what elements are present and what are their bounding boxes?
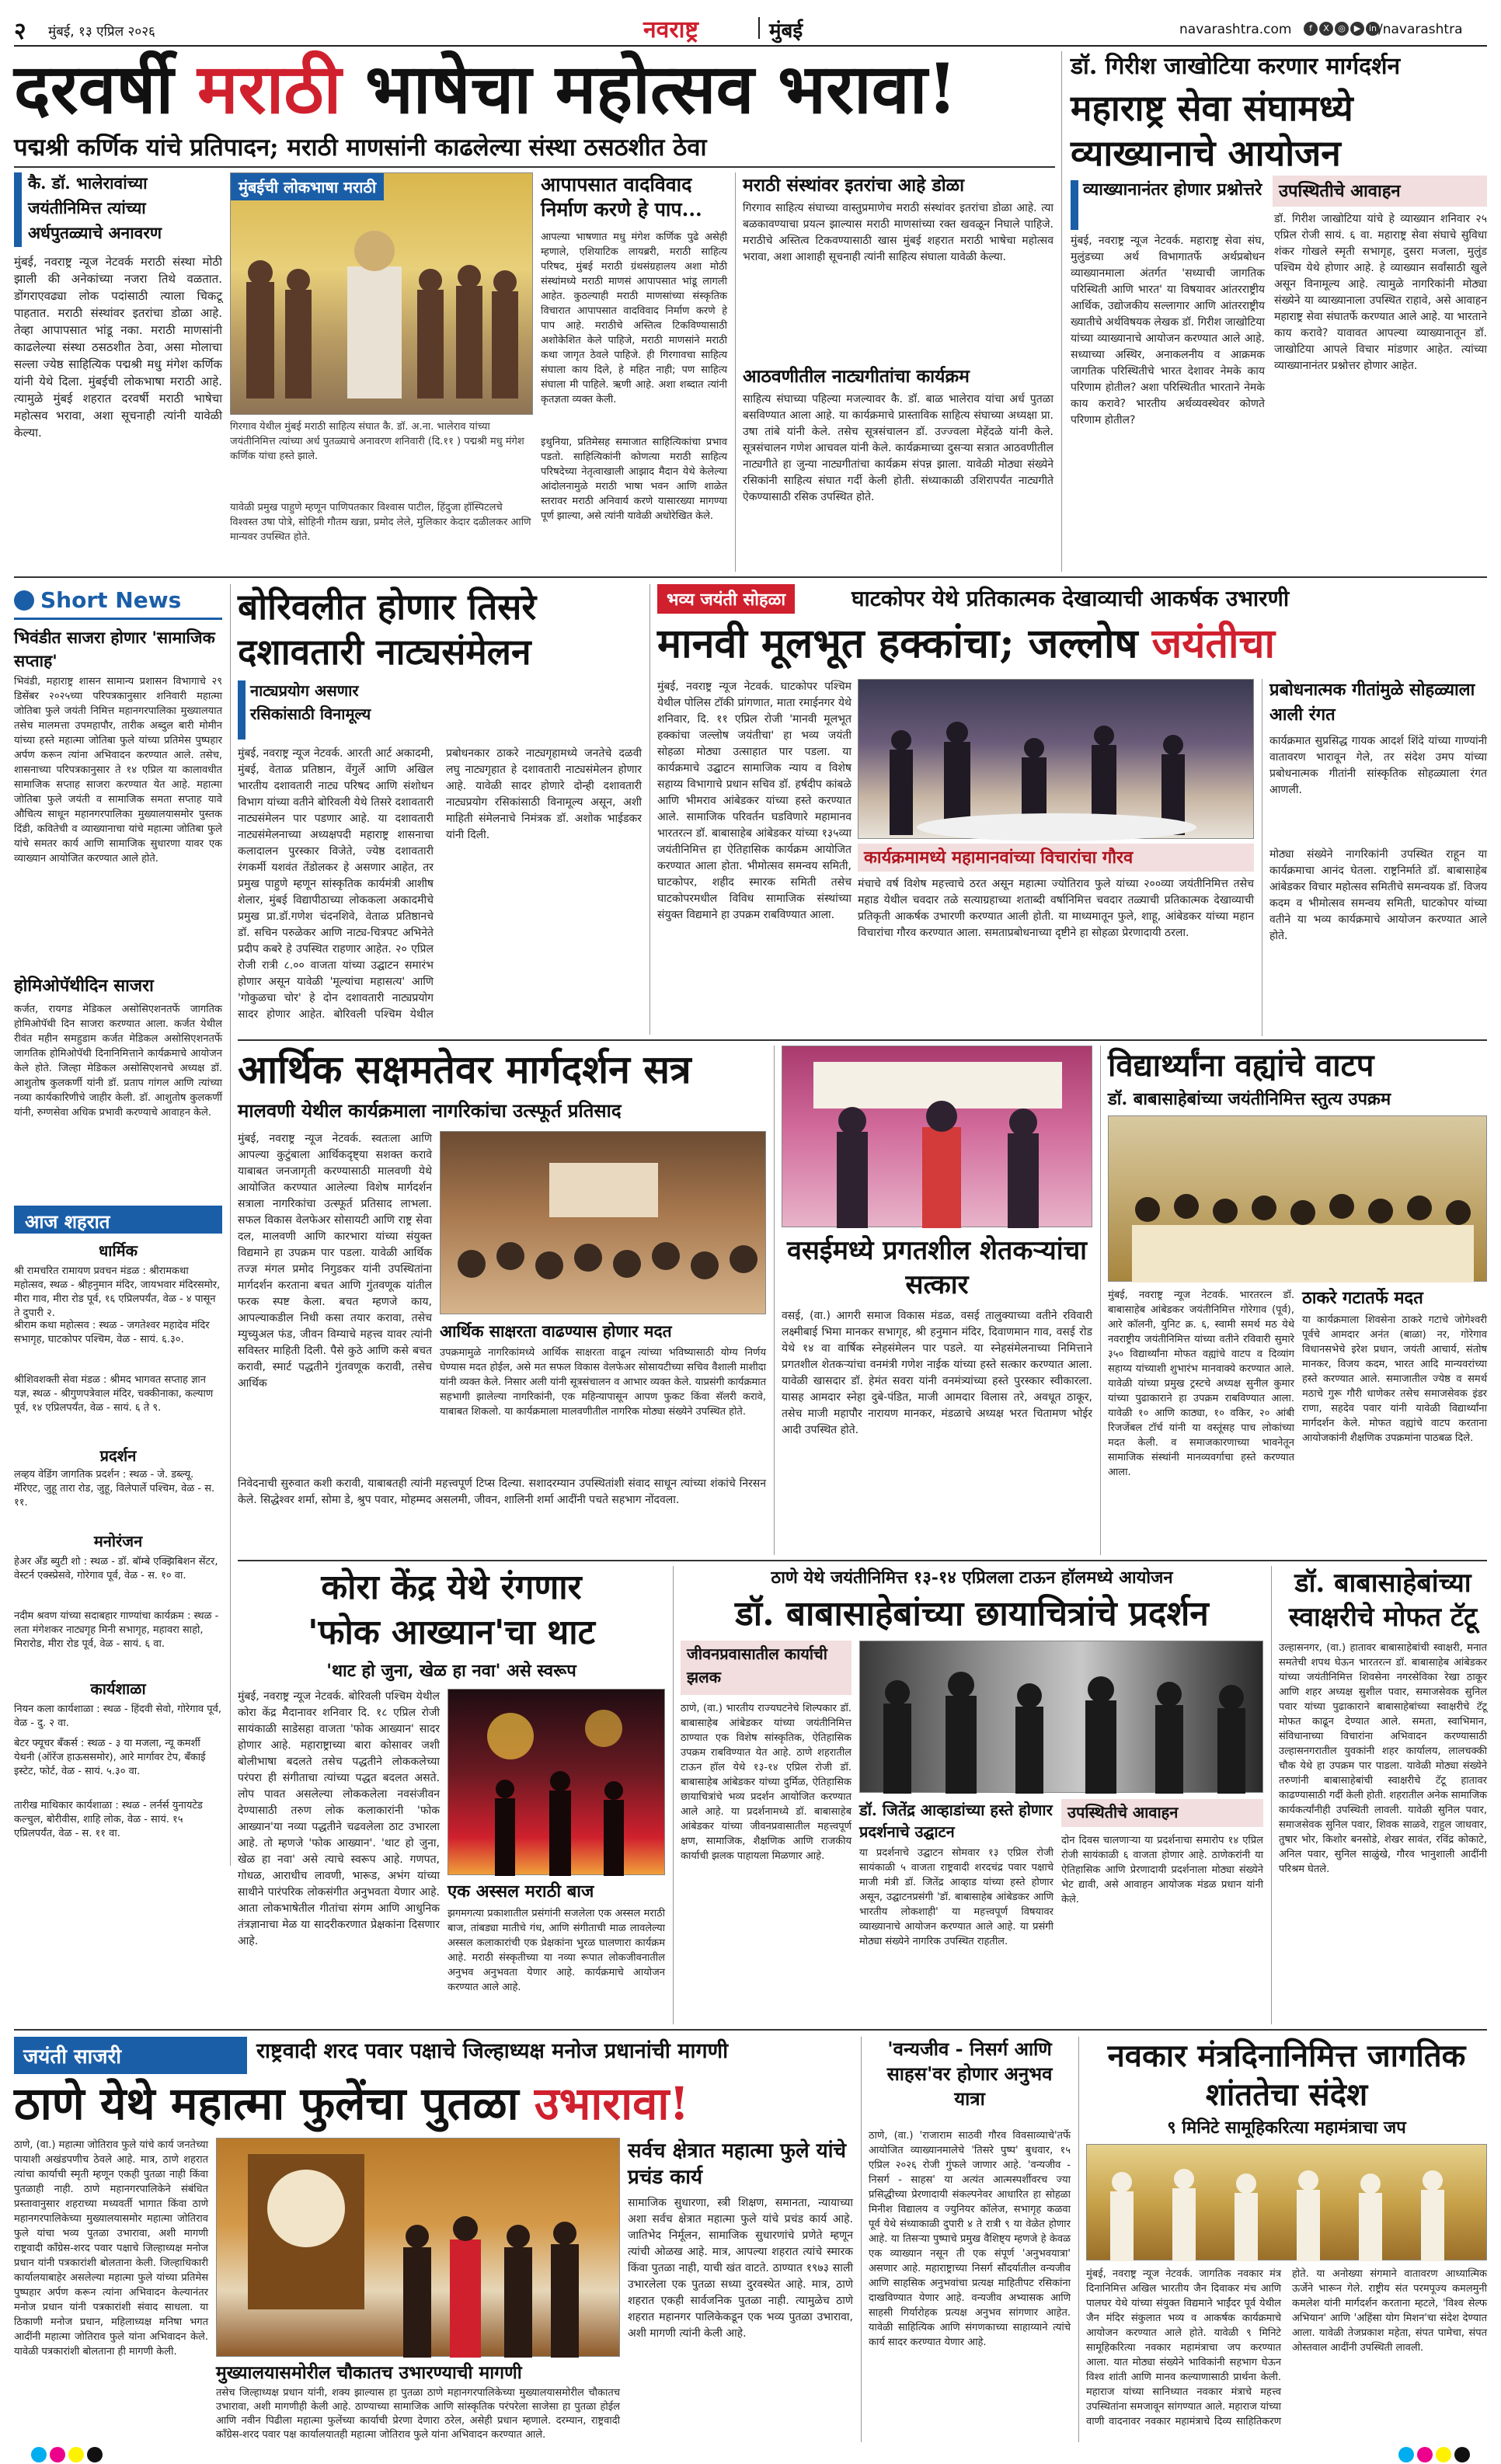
kora-photo-figures	[448, 1690, 666, 1876]
jakhotia-body2: डॉ. गिरीश जाखोटिया यांचे हे व्याख्यान शनिवार २५ एप्रिल रोजी सायं. ६ वा. महाराष्ट्र सेवा संघाचे सुविधा शंकर गोखले स्मृती सभागृह, दुसरा मजला, मुलुंड पश्चिम येथे होणार आहे. हे व्याख्यान सर्वांसाठी खुले असून विनामूल्य आहे. त्यामुळे नागरिकांनी मोठ्या संख्येने या व्याख्यानाला उपस्थित राहावे, असे आवाहन महाराष्ट्र सेवा संघातर्फे करण्यात आले आहे. या भारताने काय करावे? यावावत आपल्या व्याख्यानातून डॉ. जाखोटिया आपले विचार मांडणार आहेत. त्यांच्या व्याख्यानानंतर प्रश्नोत्तर होणार आहेत.	[1274, 213, 1487, 372]
lead-col1-marker	[14, 172, 22, 247]
instagram-icon[interactable]: ◎	[1335, 22, 1349, 36]
lead-col3-body: गिरगाव साहित्य संघाच्या वास्तुप्रमाणेच मराठी संस्थांवर इतरांचा डोळा आहे. त्या बळकावण्याचा प्रयत्न झाल्यास मराठी माणसांच्या रक्त खवळून निघाले पाहिजे. मराठीचे अस्तित्व टिकवण्यासाठी खास मुंबई शहरात मराठी भाषेचा महोत्सव भरावा, अशा आशाही सूचनाही त्यांनी साहित्य संघाला यावेळी केल्या.	[743, 202, 1053, 263]
navkar-headline: नवकार मंत्रदिनानिमित्त जागतिक शांततेचा संदेश	[1107, 2038, 1466, 2113]
aaj-sec3-item: हेअर अँड ब्युटी शो : स्थळ - डॉ. बॉम्बे एक्झिबिशन सेंटर, वेस्टर्न एक्स्प्रेसवे, गोरेगाव पूर्व, वेळ - स. १० वा.	[14, 1556, 218, 1582]
thane-photo-caption: मुख्यालयासमोरील चौकातच उभारण्याची मागणी	[216, 2362, 522, 2383]
lead-col2-title: आपापसात वादविवाद निर्माण करणे हे पाप...	[541, 173, 702, 221]
website-link[interactable]: navarashtra.com	[1179, 22, 1292, 37]
chayachitra-photo-figures	[860, 1641, 1264, 1794]
jakhotia-headline: महाराष्ट्र सेवा संघामध्ये व्याख्यानाचे आयोजन	[1071, 87, 1353, 174]
aaj-sec1-item: श्री रामचरित रामायण प्रवचन मंडळ : श्रीरामकथा महोत्सव, स्थळ - श्रीहनुमान मंदिर, जायभवार मंदिरसमोर, मीरा गाव, मीरा रोड पूर्व, १६ एप्रिलपर्यंत, वेळ - ४ पासून ते दुपारी २.	[14, 1265, 221, 1319]
facebook-icon[interactable]: f	[1304, 22, 1318, 36]
arthik-body-c: निवेदनाची सुरुवात कशी करावी, याबाबतही त्यांनी महत्त्वपूर्ण टिप्स दिल्या. सशादरम्यान उपस्थितांशी संवाद साधून त्यांच्या शंकांचे निरसन केले. सिद्धेश्वर शर्मा, सोमा डे, श्रुप पवार, मोहम्मद असलमी, जीवन, शालिनी शर्मा आदींनी पचते सहभाग नोंदवला.	[238, 1477, 766, 1506]
lead-col3-body-b: साहित्य संघाच्या पहिल्या मजल्यावर कै. डॉ. बाळ भालेराव यांचा अर्ध पुतळा बसविण्यात आला आहे. या कार्यक्रमाचे प्रास्ताविक साहित्य संघाच्या अध्यक्षा प्रा. उषा तांबे यांनी केले. तसेच सूत्रसंचालन डॉ. उज्ज्वला मेहेंदळे यांनी केले. सूत्रसंचालन गणेश आचवल यांनी केले. कार्यक्रमाच्या दुसऱ्या सत्रात आठवणीतील नाट्यगीते हा जुन्या नाट्यगीतांचा कार्यक्रम संपन्न झाला. यावेळी मोठ्या संख्येने रसिकांनी साहित्य संघात गर्दी केली होती. संध्याकाळी उशिरापर्यंत नाट्यगीते ऐकण्यासाठी रसिक उपस्थित होते.	[743, 393, 1053, 503]
jakhotia-sub2: उपस्थितीचे आवाहन	[1279, 181, 1401, 201]
arthik-divider	[774, 1046, 775, 1555]
jakhotia-divider	[1061, 51, 1062, 572]
natya-sub-marker	[238, 680, 246, 740]
short-news-item-body: भिवंडी, महाराष्ट्र शासन सामान्य प्रशासन विभागाचे २९ डिसेंबर २०२५च्या परिपत्रकानुसार शनिवारी महात्मा जोतिबा फुले जयंती निमित्त महानगरपालिका मुख्यालयात तसेच मालमत्ता उपमहापौर, तारीक अब्दुल बारी मोमीन यांच्या हस्ते महात्मा जोतिबा फुले यांच्या प्रतिमेस पुष्पहार अर्पण करून त्यांना अभिवादन करण्यात आले. तसेच, शासनाच्या परिपत्रकानुसार ते १४ एप्रिल या कालावधीत सामाजिक सप्ताह साजरा करण्यात येत आहे. महात्मा जोतिबा फुले जयंती व सामाजिक समता सप्ताह यावे औचित्य साधून महानगरपालिका मुख्यालयासमोर पुस्तक दिंडी, कवितेची व व्याख्यानाचा यांचे महात्मा जोतिबा फुले यांचे समतर कार्य आणि सामाजिक सुधारणा यावर एक व्याख्यान आयोजित करण्यात आले होते.	[14, 676, 222, 865]
registration-black	[1454, 2447, 1470, 2462]
arthik-photo-figures	[441, 1132, 767, 1315]
vahya-sub2: ठाकरे गटातर्फे मदत	[1302, 1288, 1423, 1308]
arthik-headline: आर्थिक सक्षमतेवर मार्गदर्शन सत्र	[238, 1046, 691, 1092]
kora-headline-a: कोरा केंद्र येथे रंगणार	[321, 1568, 582, 1607]
vahya-body: मुंबई, नवराष्ट्र न्यूज नेटवर्क. भारतरत्न डॉ. बाबासाहेब आंबेडकर जयंतीनिमित्त गोरेगाव (पूर्व), आरे कॉलनी, युनिट क्र. ६, स्वामी समर्थ मठ येथे नवराष्ट्रीय जयंतीनिमित्त यांच्या वतीने रविवारी सुमारे ३५० विद्यार्थ्यांना मोफत वह्यांचे वाटप व दिव्यांग सहाय्य यांच्याशी शुभारंभ मानवाक्ये करण्यात आले. यावेळी यांच्या प्रमुख ट्रस्टचे अध्यक्ष सुनील कुमार यांच्या पुढाकाराने हा उपक्रम राबविण्यात आला. यावेळी १० आणि काठ्या, १० वकिर, २० आंबी रिजर्जेबल टॉर्च यांनी या वस्तूंसह पाच लोकांच्या मदत केली. व समाजकारणाच्या भावनेतून सामाजिक संस्थांनी मानव्यवर्गाचा हस्ते करण्यात आला.	[1108, 1289, 1294, 1478]
kora-body-b: झगमगत्या प्रकाशातील प्रसंगांनी सजलेला एक अस्सल मराठी बाज, तांबड्या मातीचे गंध, आणि संगीताची माळ लावलेल्या अस्सल कलाकारांची एक प्रेक्षकांना भुरळ घालणारा कार्यक्रम आहे. मराठी संस्कृतीच्या या नव्या रूपात लोकजीवनातील अनुभव अनुभवता येणार आहे. कार्यक्रमाचे आयोजन करण्यात आले आहे.	[448, 1908, 665, 1993]
jayanti-sub-body: मंचाचे वर्ष विशेष महत्त्वाचे ठरत असून महात्मा ज्योतिराव फुले यांच्या २००व्या जयंतीनिमित्त तसेच महाड येथील चवदार तळे सत्याग्रहाच्या शताब्दी वर्षानिमित्त चवदार तळ्याची प्रतिकात्मक देखाव्याची प्रतिकृती आकर्षक उभारणी करण्यात आली होती. या माध्यमातून फुले, शाहू, आंबेडकर यांच्या महान विचारांचा गौरव करण्यात आला. समताप्रबोधनाच्या दृष्टीने हा सोहळा प्रेरणादायी ठरला.	[858, 878, 1254, 939]
vasai-body: वसई, (वा.) आगरी समाज विकास मंडळ, वसई तालुक्याच्या वतीने रविवारी लक्ष्मीबाई भिमा मानकर सभागृह, श्री हनुमान मंदिर, दिवाणमान गाव, वसई रोड येथे १४ वा वार्षिक स्नेहसंमेलन पार पडले. या स्नेहसंमेलनाच्या निमित्ताने प्रगतशील शेतकऱ्यांचा वनमंत्री गणेश नाईक यांच्या हस्ते सत्कार करण्यात आला. यावेळी खासदार डॉ. हेमंत सवरा यांनी वनमंत्र्यांच्या हस्ते पुरस्कार स्वीकारला. यासह आमदार स्नेहा दुबे-पंडित, माजी आमदार विलास तरे, अवधूत ठाकूर, तसेच माजी महापौर नारायण मानकर, मंडळाचे अध्यक्ष भरत चितामण भोईर आदी उपस्थित होते.	[782, 1310, 1092, 1436]
short-news-label: Short News	[40, 587, 182, 613]
thane-photo-figures	[217, 2139, 621, 2358]
arthik-photo-caption: आर्थिक साक्षरता वाढण्यास होणार मदत	[440, 1321, 672, 1341]
vasai-divider	[1100, 1046, 1101, 1555]
vasai-headline: वसईमध्ये प्रगतशील शेतकऱ्यांचा सत्कार	[787, 1235, 1087, 1300]
jakhotia-body1: मुंबई, नवराष्ट्र न्यूज नेटवर्क. महाराष्ट्र सेवा संघ, मुलुंडच्या अर्थ विभागातर्फे अर्थप्रबोधन व्याख्यानमाला अंतर्गत 'सध्याची जागतिक परिस्थिती आणि भारत' या विषयावर आंतरराष्ट्रीय आर्थिक, उद्योजकीय सल्लागार आणि आंतरराष्ट्रीय ख्यातीचे अर्थविषयक लेखक डॉ. गिरीश जाखोटिया यांच्या व्याख्यानाचे आयोजन करण्यात आले आहे. सध्याच्या अस्थिर, अनाकलनीय व आक्रमक जागतिक परिस्थितीचे भारत देशावर नेमके काय परिणाम होतील? अशा परिस्थितीत भारताने नेमके काय करावे? भारतीय अर्थव्यवस्थेवर कोणते परिणाम होतील?	[1071, 235, 1265, 426]
masthead-divider	[758, 17, 760, 39]
edition-date: मुंबई, १३ एप्रिल २०२६	[48, 24, 155, 40]
short-news-item-title: होमिओपॅथीदिन साजरा	[14, 976, 154, 996]
aaj-label: आज शहरात	[25, 1211, 110, 1233]
chayachitra-sub: जीवनप्रवासातील कार्याची झलक	[687, 1644, 827, 1686]
edition-city: मुंबई	[769, 19, 803, 43]
vanya-headline: 'वन्यजीव - निसर्ग आणि साहस'वर होणार अनुभव यात्रा	[886, 2038, 1053, 2110]
left-rail-divider	[230, 584, 231, 1866]
jakhotia-sub1: व्याख्यानानंतर होणार प्रश्नोत्तरे	[1083, 179, 1262, 200]
jayanti-kicker: घाटकोपर येथे प्रतिकात्मक देखाव्याची आकर्षक उभारणी	[851, 586, 1290, 611]
lead-photo-tag: मुंबईची लोकभाषा मराठी	[231, 173, 384, 200]
natya-headline: बोरिवलीत होणार तिसरे दशावतारी नाट्यसंमेलन	[238, 586, 537, 673]
thane-photo	[216, 2138, 620, 2357]
kora-sub: 'थाट हो जुना, खेळ हा नवा' असे स्वरूप	[326, 1661, 576, 1681]
natya-body-wrap	[238, 746, 642, 1033]
chayachitra-sub3: उपस्थितीचे आवाहन	[1067, 1803, 1179, 1822]
jakhotia-sub-marker	[1071, 180, 1078, 230]
lead-photo-caption-b: यावेळी प्रमुख पाहुणे म्हणून पाणिपतकार विश्वास पाटील, हिंदुजा हॉस्पिटलचे विश्वस्त उषा पोत्रे, सोहिनी गौतम खन्ना, प्रमोद लेले, मुलिकार केदार दळीलकर आणि मान्यवर उपस्थित होते.	[230, 502, 531, 543]
lead-headline: दरवर्षी मराठी भाषेचा महोत्सव भरावा!	[14, 48, 958, 129]
lead-photo	[230, 172, 533, 415]
chayachitra-headline: डॉ. बाबासाहेबांच्या छायाचित्रांचे प्रदर्शन	[735, 1594, 1209, 1634]
jayanti-side-sub: प्रबोधनात्मक गीतांमुळे सोहळ्याला आली रंगत	[1269, 680, 1475, 725]
jayanti-photo	[858, 679, 1254, 839]
lead-col1-title: कै. डॉ. भालेरावांच्या जयंतीनिमित्त त्यांच्या अर्धपुतळ्याचे अनावरण	[28, 173, 162, 242]
vahya-photo-figures	[1109, 1116, 1488, 1282]
navkar-body-wrap	[1086, 2267, 1487, 2442]
navkar-photo-figures	[1087, 2145, 1488, 2261]
x-icon[interactable]: X	[1319, 22, 1333, 36]
short-news-header	[14, 584, 222, 620]
tattoo-headline: डॉ. बाबासाहेबांच्या स्वाक्षरीचे मोफत टॅटू	[1288, 1568, 1478, 1633]
chayachitra-divider	[1271, 1566, 1272, 2024]
social-handle[interactable]: /navarashtra	[1378, 22, 1463, 37]
aaj-sec1: धार्मिक	[99, 1241, 138, 1260]
tattoo-body: उल्हासनगर, (वा.) हातावर बाबासाहेबांची स्वाक्षरी, मनात समतेची शपथ घेऊन भारतरत्न डॉ. बाबासाहेब आंबेडकर यांच्या जयंतीनिमित्त शिवसेना नगरसेविका रेखा ठाकूर आणि शहर अध्यक्ष सुशील पवार, समाजसेवक सुनिल पवार यांच्या पुढाकाराने बाबासाहेबांच्या स्वाक्षरीचे टॅटू मोफत काढून देण्यात आले. समता, स्वाभिमान, संविधानाच्या विचारांना अभिवादन करण्यासाठी उल्हासनगरातील युवकांनी शहर कार्यालय, लालचक्की चौक येथे हा उपक्रम पार पाडला. यावेळी मोठ्या संख्येने तरुणांनी बाबासाहेबांची स्वाक्षरीचे टॅटू हातावर काढण्यासाठी गर्दी केली होती. शहरातील अनेक सामाजिक कार्यकर्त्यांनीही उपस्थिती लावली. यावेळी सुनिल पवार, समाजसेवक सुनिल पवार, शिवक साळवे, राहुल जाधवार, तुषार भोर, किशोर बनसोडे, शेखर सावंत, रविंद्र कोकाटे, अनिल पवार, सुनिल साळुंखे, गौरव भानुशाली आदींनी परिश्रम घेतले.	[1279, 1642, 1487, 1875]
registration-black	[87, 2447, 103, 2462]
lead-col-divider	[735, 172, 736, 572]
page-header	[14, 11, 1487, 47]
masthead-logo[interactable]: नवराष्ट्र	[643, 16, 698, 44]
jayanti-photo-figures	[858, 680, 1255, 840]
lead-photo-figures	[231, 173, 534, 416]
jakhotia-kicker: डॉ. गिरीश जाखोटिया करणार मार्गदर्शन	[1071, 53, 1401, 80]
thane-headline: ठाणे येथे महात्मा फुलेंचा पुतळा उभारावा!	[14, 2077, 689, 2130]
jayanti-body: मुंबई, नवराष्ट्र न्यूज नेटवर्क. घाटकोपर पश्चिम येथील पोलिस टॉकी प्रांगणात, माता रमाईनगर येथे शनिवार, दि. ११ एप्रिल रोजी 'मानवी मूलभूत हक्कांचा जल्लोष जयंतीचा' हा भव्य जयंती सोहळा मोठ्या उत्साहात पार पडला. या कार्यक्रमाचे उद्घाटन सामाजिक न्याय व विशेष सहाय्य विभागाचे प्रधान सचिव डॉ. हर्षदीप कांबळे आणि भीमराव आंबेडकर यांच्या हस्ते करण्यात आले. सामाजिक परिवर्तन घडविणारे महामानव भारतरत्न डॉ. बाबासाहेब आंबेडकर यांच्या १३५व्या जयंतीनिमित्त हा ऐतिहासिक कार्यक्रम आयोजित करण्यात आला होता. भीमोत्सव समन्वय समिती, घाटकोपर, शहीद स्मारक समिती तसेच घाटकोपरमधील विविध सामाजिक संस्थांच्या संयुक्त विद्यमाने हा उपक्रम राबविण्यात आला.	[657, 680, 851, 921]
registration-yellow	[68, 2447, 84, 2462]
lead-col3-title: मराठी संस्थांवर इतरांचा आहे डोळा	[743, 175, 965, 196]
vasai-photo-figures	[782, 1046, 1093, 1228]
lead-col2-body-b: इथुनिया, प्रतिमेसह समाजात साहित्यिकांचा प्रभाव पडतो. साहित्यिकांनी कोणत्या मराठी साहित्य परिषदेच्या नेतृत्वाखाली आझाद मैदान येथे केलेल्या आंदोलनामुळे मराठी भाषा भवन आणि शाळेत स्तरावर मराठी अनिवार्य करणे यासारख्या मागण्या पूर्ण झाल्या, असे त्यांनी यावेळी अधोरेखित केले.	[541, 437, 727, 522]
registration-cyan	[31, 2447, 47, 2462]
thane-kicker: राष्ट्रवादी शरद पवार पक्षाचे जिल्हाध्यक्ष मनोज प्रधानांची मागणी	[256, 2039, 729, 2063]
aaj-sec1-item: श्रीशिवशक्ती सेवा मंडळ : श्रीमद भागवत सप्ताह ज्ञान यज्ञ, स्थळ - श्रीगुणपत्रेवाल मंदिर, चक्कीनाका, कल्याण पूर्व, १४ एप्रिलपर्यंत, वेळ - सायं. ६ ते ९.	[14, 1374, 214, 1414]
chayachitra-body2: या प्रदर्शनाचे उद्घाटन सोमवार १३ एप्रिल रोजी सायंकाळी ५ वाजता राष्ट्रवादी शरदचंद्र पवार पक्षाचे माजी मंत्री डॉ. जितेंद्र आव्हाड यांच्या हस्ते होणार असून, उद्घाटनप्रसंगी 'डॉ. बाबासाहेब आंबेडकर आणि भारतीय लोकशाही' या महत्त्वपूर्ण विषयावर व्याख्यानाचे आयोजन करण्यात आले आहे. या प्रसंगी मोठ्या संख्येने नागरिक उपस्थित राहतील.	[859, 1847, 1053, 1947]
aaj-sec4: कार्यशाळा	[90, 1679, 146, 1698]
aaj-header	[14, 1206, 222, 1234]
aaj-sec4-item: बेटर फ्यूचर बँकर्स : स्थळ - ३ या मजला, न्यू कमर्शी येथनी (ऑरेंज हाऊससमोर), आरे मार्गावर टेप, बँकाई इस्टेट, फोर्ट, वेळ - सायं. ५.३० वा.	[14, 1738, 206, 1777]
registration-magenta	[1417, 2447, 1433, 2462]
short-news-item-title: भिवंडीत साजरा होणार 'सामाजिक सप्ताह'	[14, 628, 215, 670]
arthik-photo	[440, 1131, 766, 1314]
lead-rule	[14, 166, 1055, 168]
lead-deck: पद्मश्री कर्णिक यांचे प्रतिपादन; मराठी माणसांनी काढलेल्या संस्था ठसठशीत ठेवा	[14, 134, 707, 162]
thane-body: ठाणे, (वा.) महात्मा जोतिराव फुले यांचे कार्य जनतेच्या पायाशी अखंडपणीच ठेवले आहे. मात्र, ठाणे शहरात त्यांचा कार्याची स्मृती म्हणून एकही पुतळा नाही किंवा पुतळाही नाही. ठाणे महानगरपालिकेने संबंधित प्रस्तावानुसार शहराच्या मध्यवर्ती भागात किंवा ठाणे महानगरपालिकेच्या मुख्यालयासमोर महात्मा जोतिराव फुले यांचा भव्य पुतळा उभारावा, अशी मागणी राष्ट्रवादी काँग्रेस-शरद पवार पक्षाचे जिल्हाध्यक्ष मनोज प्रधान यांनी पत्रकारांशी बोलताना केली. जिल्हाधिकारी कार्यालयाबाहेर असलेल्या महात्मा फुले यांच्या प्रतिमेस पुष्पहार अर्पण करून त्यांना अभिवादन केल्यानंतर मनोज प्रधान यांनी पत्रकारांशी संवाद साधला. या ठिकाणी मनोज प्रधान, महिलाध्यक्ष मनिषा भगत आदींनी महात्मा जोतिराव फुले यांना अभिवादन केले. यावेळी पत्रकारांशी बोलताना ही मागणी केली.	[14, 2139, 209, 2358]
row4-rule	[14, 2029, 1487, 2031]
vahya-sub: डॉ. बाबासाहेबांच्या जयंतीनिमित्त स्तुत्य उपक्रम	[1108, 1089, 1391, 1109]
natya-body: मुंबई, नवराष्ट्र न्यूज नेटवर्क. आरती आर्ट अकादमी, मुंबई, वेताळ प्रतिष्ठान, वेंगुर्ले आणि अखिल भारतीय दशावतारी नाट्य परिषद आणि संशोधन विभाग यांच्या वतीने बोरिवली येथे तिसरे दशावतारी नाट्यसंमेलन पार पडणार आहे. या दशावतारी नाट्यसंमेलनाच्या अध्यक्षपदी महाराष्ट्र शासनाचा कलादालन पुरस्कार विजेते, ज्येष्ठ दशावतारी रंगकर्मी यशवंत तेंडोलकर हे असणार आहेत, तर प्रमुख पाहुणे म्हणून सांस्कृतिक कार्यमंत्री आशीष शेलार, मुंबई विद्यापीठाच्या लोककला अकादमीचे प्रमुख प्रा.डॉ.गणेश चंदनशिवे, वेताळ प्रतिष्ठानचे डॉ. सचिन परुळेकर आणि नाट्य-चित्रपट अभिनेते प्रदीप कबरे हे उपस्थित राहणार आहेत. २० एप्रिल रोजी रात्री ८.०० वाजता यांच्या उद्घाटन समारंभ होणार असून यावेळी 'मूल्यांचा महासत्य' आणि 'गोकुळचा चोर' हे दोन दशावतारी नाट्यप्रयोग सादर होणार आहेत. बोरिवली पश्चिम येथील प्रबोधनकार ठाकरे नाट्यगृहामध्ये जनतेचे दळवी लघु नाट्यगृहात हे दशावतारी नाट्यसंमेलन होणार आहे. यावेळी सादर होणारे दोन्ही दशावतारी नाट्यप्रयोग रसिकांसाठी विनामूल्य असून, अशी माहिती संमेलनाचे निमंत्रक डॉ. अशोक भाईडकर यांनी दिली.	[238, 747, 642, 1021]
thane-divider	[861, 2037, 862, 2442]
jayanti-side-body: कार्यक्रमात सुप्रसिद्ध गायक आदर्श शिंदे यांच्या गाण्यांनी वातावरण भारावून गेले, तर संदेश उमप यांच्या प्रबोधनात्मक गीतांनी सांस्कृतिक सोहळ्याला रंगत आणली.	[1269, 735, 1487, 796]
kora-headline-b: 'फोक आख्यान'चा थाट	[308, 1613, 595, 1652]
row3-rule	[238, 1560, 1487, 1561]
kora-body: मुंबई, नवराष्ट्र न्यूज नेटवर्क. बोरिवली पश्चिम येथील कोरा केंद्र मैदानावर शनिवार दि. १८ एप्रिल रोजी सायंकाळी साडेसहा वाजता 'फोक आख्यान' सादर होणार आहे. महाराष्ट्राच्या बारा कोसावर जशी बोलीभाषा बदलते तसेच पद्धतीने लोककलेच्या परंपरा ही संगीताचा त्यांच्या पद्धत बदलत असते. लोप पावत असलेल्या लोककलेला नवसंजीवन देण्यासाठी तरुण लोक कलाकारांनी 'फोक आख्यान'या नव्या पद्धतीने चढवलेला ठाट उभारला आहे. तो म्हणजे 'फोक आख्यान'. 'थाट हो जुना, खेळ हा नवा' असे त्याचे स्वरूप आहे. गणपत, गोधळ, आराधीच लावणी, भारूड, अभंग यांच्या साथीने पारंपरिक लोकसंगीत अनुभवता येणार आहे. आता लोकभाषेतील गीतांचा संगम आणि आधुनिक तंत्रज्ञानाचा मेळ या सादरीकरणात प्रेक्षकांना दिसणार आहे.	[238, 1690, 440, 1947]
navkar-photo	[1086, 2144, 1487, 2260]
chayachitra-kicker: ठाणे येथे जयंतीनिमित्त १३-१४ एप्रिलला टाऊन हॉलमध्ये आयोजन	[771, 1568, 1173, 1588]
row1-rule	[14, 576, 1487, 578]
short-news-icon	[14, 590, 34, 611]
navkar-sub: ९ मिनिटे सामूहिकरित्या महामंत्राचा जप	[1167, 2118, 1406, 2138]
vahya-headline: विद्यार्थ्यांना वह्यांचे वाटप	[1108, 1047, 1374, 1084]
kora-divider	[673, 1566, 674, 2024]
vasai-photo	[782, 1046, 1092, 1227]
navkar-body: मुंबई, नवराष्ट्र न्यूज नेटवर्क. जागतिक नवकार मंत्र दिनानिमित्त अखिल भारतीय जैन दिवाकर मंच आणि पालघर येथे यांच्या संयुक्त विद्यमाने भाईंदर पूर्व येथील जैन मंदिर संकुलात भव्य व आकर्षक कार्यक्रमाचे आयोजन करण्यात आले होते. यावेळी ९ मिनिटे सामूहिकरित्या नवकार महामंत्राचा जप करण्यात आला. यात मोठ्या संख्येने भाविकांनी सहभाग घेऊन विश्व शांती आणि मानव कल्याणासाठी प्रार्थना केली. महाराज यांच्या सानिध्यात नवकार मंत्राचे महत्त्व उपस्थितांना समजावून सांगण्यात आले. महाराज यांच्या वाणी वादनावर नवकार महामंत्राचे दिव्य साहितिकरण होते. या अनोख्या संगमाने वातावरण आध्यात्मिक ऊर्जेने भारून गेले. राष्ट्रीय संत परमपूज्य कमलमुनी कमलेश यांनी मार्गदर्शन करताना म्हटले, 'विश्व सेल्फ अभियान' आणि 'अहिंसा योग मिशन'चा संदेश देण्यात आला. यावेळी तेजप्रकाश महेता, संपत पामेचा, संपत ओस्तवाल आदींनी उपस्थिती लावली.	[1086, 2268, 1487, 2427]
arthik-sub: मालवणी येथील कार्यक्रमाला नागरिकांचा उत्स्फूर्त प्रतिसाद	[238, 1099, 622, 1122]
lead-col1-body: मुंबई, नवराष्ट्र न्यूज नेटवर्क मराठी संस्था मोठी झाली की अनेकांच्या नजरा तिथे वळतात. डोंगराएवढ्या लोक पदांसाठी त्याला चिकटू पाहतात. मराठी संस्थांवर इतरांचा डोळा आहे. तेव्हा आपापसात भांडू नका. मराठी माणसांनी काढलेल्या संस्था ठसठशीत ठेवा, असा मोलाचा सल्ला ज्येष्ठ साहित्यिक पद्मश्री मधु मंगेश कर्णिक यांनी येथे दिला. मुंबईची लोकभाषा मराठी आहे. त्यामुळे मुंबई शहरात दरवर्षी मराठी भाषेचा महोत्सव भरावा, अशा सूचनाही त्यांनी यावेळी केल्या.	[14, 255, 222, 440]
chayachitra-body3: दोन दिवस चालणाऱ्या या प्रदर्शनाचा समारोप १४ एप्रिल रोजी सायंकाळी ६ वाजता होणार आहे. ठाणेकरांनी या ऐतिहासिक आणि प्रेरणादायी प्रदर्शनाला मोठ्या संख्येने भेट द्यावी, असे आवाहन आयोजक मंडळ प्रधान यांनी केले.	[1061, 1835, 1263, 1905]
vanya-divider	[1078, 2037, 1079, 2442]
thane-body-b: तसेच जिल्हाध्यक्ष प्रधान यांनी, शक्य झाल्यास हा पुतळा ठाणे महानगरपालिकेच्या मुख्यालयासमोरील चौकातच उभारावा, अशी मागणीही केली आहे. ठाण्याच्या सामाजिक आणि सांस्कृतिक परंपरेला साजेसा हा पुतळा होईल आणि नवीन पिढीला महात्मा फुलेंच्या कार्याची प्रेरणा देणारा ठरेल, असेही प्रधान म्हणाले. दरम्यान, राष्ट्रवादी काँग्रेस-शरद पवार पक्ष कार्यालयातही महात्मा जोतिराव फुले यांना अभिवादन करण्यात आले.	[216, 2387, 620, 2441]
aaj-sec4-item: नियन कला कार्यशाळा : स्थळ - हिंदवी सेवो, गोरेगाव पूर्व, वेळ - दु. २ वा.	[14, 1704, 222, 1729]
aaj-sec2: प्रदर्शन	[99, 1446, 137, 1465]
thane-body2: सामाजिक सुधारणा, स्त्री शिक्षण, समानता, न्यायाच्या अशा सर्वच क्षेत्रात महात्मा फुले यांचे प्रचंड कार्य आहे. जातिभेद निर्मूलन, सामाजिक सुधारणांचे प्रणेते म्हणून त्यांची ओळख आहे. मात्र, आपल्या शहरात त्यांचे स्मारक किंवा पुतळा नाही, याची खंत वाटते. ठाण्यात १९७३ साली उभारलेला एक पुतळा सध्या दुरवस्थेत आहे. मात्र, ठाणे शहरात एकही सार्वजनिक पुतळा नाही. त्यामुळेच ठाणे शहरात महानगर पालिकेकडून एक भव्य पुतळा उभारावा, अशी मागणी त्यांनी केली आहे.	[628, 2197, 853, 2340]
lead-col2-body: आपल्या भाषणात मधु मंगेश कर्णिक पुढे असेही म्हणाले, एशियाटिक लायब्ररी, मराठी साहित्य परिषद, मुंबई मराठी ग्रंथसंग्रहालय अशा मोठी संस्थांमध्ये मराठी माणसं आपापसात भांडू लागली आहेत. कुठल्याही मराठी माणसांच्या संस्कृतिक विचारात आपापसात वादविवाद निर्माण करणे हे पाप आहे. मराठीचे अस्तित्व टिकविण्यासाठी अशोकेशित केले पाहिजे, मराठी माणसांने मराठी कथा जागृत ठेवले पाहिजे. ही गिरगावचा साहित्य संघाला काय दिले, हे महित नाही; पण साहित्य संघाला मी पाहिले. ऋणी आहे. अशा शब्दात त्यांनी कृतज्ञता व्यक्त केली.	[541, 231, 727, 405]
jayanti-badge: भव्य जयंती सोहळा	[657, 584, 795, 614]
registration-magenta	[50, 2447, 65, 2462]
linkedin-icon[interactable]: in	[1366, 22, 1380, 36]
thane-sub2: सर्वच क्षेत्रात महात्मा फुले यांचे प्रचंड कार्य	[628, 2139, 846, 2189]
chayachitra-body: ठाणे, (वा.) भारतीय राज्यघटनेचे शिल्पकार डॉ. बाबासाहेब आंबेडकर यांच्या जयंतीनिमित्त ठाण्यात एक विशेष सांस्कृतिक, ऐतिहासिक उपक्रम राबविण्यात येत आहे. ठाणे शहरातील टाऊन हॉल येथे १३-१४ एप्रिल रोजी डॉ. बाबासाहेब आंबेडकर यांच्या दुर्मिळ, ऐतिहासिक छायाचित्रांचे भव्य प्रदर्शन आयोजित करण्यात आले आहे. या प्रदर्शनामध्ये डॉ. बाबासाहेब आंबेडकर यांच्या जीवनप्रवासातील महत्त्वपूर्ण क्षण, सामाजिक, शैक्षणिक आणि राजकीय कार्याची झलक पाहायला मिळणार आहे.	[681, 1703, 851, 1862]
kora-photo-caption: एक अस्सल मराठी बाज	[448, 1881, 594, 1902]
kora-photo	[448, 1689, 665, 1875]
natya-sub: नाट्यप्रयोग असणार रसिकांसाठी विनामूल्य	[250, 681, 371, 723]
aaj-sec1-item: श्रीराम कथा महोत्सव : स्थळ - जगतेश्वर महादेव मंदिर सभागृह, घाटकोपर पश्चिम, वेळ - सायं. ६.३०.	[14, 1320, 210, 1345]
page-number: २	[14, 18, 26, 45]
aaj-sec3: मनोरंजन	[93, 1532, 143, 1550]
row2-rule	[238, 1039, 1487, 1041]
lead-photo-caption: गिरगाव येथील मुंबई मराठी साहित्य संघात कै. डॉ. अ.ना. भालेराव यांच्या जयंतीनिमित्त त्यांच्या अर्ध पुतळ्याचे अनावरण शनिवारी (दि.११ ) पद्मश्री मधु मंगेश कर्णिक यांचा हस्ते झाले.	[230, 421, 524, 462]
arthik-body: मुंबई, नवराष्ट्र न्यूज नेटवर्क. स्वतःला आणि आपल्या कुटुंबाला आर्थिकदृष्ट्या सशक्त करावे याबाबत जनजागृती करण्यासाठी मालवणी येथे आयोजित करण्यात आलेल्या विशेष मार्गदर्शन सत्राला नागरिकांचा उत्स्फूर्त प्रतिसाद लाभला. सफल विकास वेलफेअर सोसायटी आणि राष्ट्र सेवा दल, मालवणी आणि कारभारा यांच्या संयुक्त विद्यमाने हा उपक्रम पार पडला. यावेळी आर्थिक तज्ज्ञ मंगल प्रमोद निगुडकर यांनी उपस्थितांना मार्गदर्शन करताना बचत आणि गुंतवणूक यांतील फरक स्पष्ट केला. बचत म्हणजे काय, आपल्याकडील निधी कसा तयार करावा, तसेच म्युच्युअल फंड, जीवन विम्याचे महत्त्व यावर त्यांनी सविस्तर माहिती दिली. पैसे कुठे आणि कसे बचत करावी, स्मार्ट पद्धतीने गुंतवणूक करावी, तसेच आर्थिक	[238, 1133, 432, 1390]
aaj-sec4-item: तारीख माथिकार कार्यशाळा : स्थळ - लर्नर्स युनायटेड कल्चुल, बोरीवीस, शाहि लोक, वेळ - सायं. १५ एप्रिलपर्यंत, वेळ - स. ११ वा.	[14, 1800, 203, 1839]
aaj-sec3-item: नदीम श्रवण यांच्या सदाबहार गाण्यांचा कार्यक्रम : स्थळ - लता मंगेशकर नाट्यगृह मिनी सभागृह, महावरा साहो, मिरारोड, मीरा रोड पूर्व, वेळ - सायं. ६ वा.	[14, 1610, 219, 1650]
jayanti-headline: मानवी मूलभूत हक्कांचा; जल्लोष जयंतीचा	[657, 620, 1275, 667]
arthik-body-b: उपक्रमामुळे नागरिकांमध्ये आर्थिक साक्षरता वाढून त्यांच्या भविष्यासाठी योग्य निर्णय घेण्यास मदत होईल, असे मत सफल विकास वेलफेअर सोसायटीच्या सचिव वैशाली माशीदा यांनी व्यक्त केले. निसार अली यांनी सूत्रसंचालन व आभार व्यक्त केले. याप्रसंगी कार्यक्रमात सहभागी झालेल्या नागरिकांनी, एक महिन्यापासून आपण फुकट किंवा सॅलरी करावे, याबाबत शिकलो. या कार्यक्रमाला मालवणीतील नागरिक मोठ्या संख्येने उपस्थित होते.	[440, 1347, 766, 1418]
vahya-photo	[1108, 1115, 1487, 1282]
vahya-body2: या कार्यक्रमाला शिवसेना ठाकरे गटाचे जोगेश्वरी पूर्वचे आमदार अनंत (बाळा) नर, गोरेगाव विधानसभेचे इरेश प्रधान, जयंती आचार्य, संतोष मानकर, विजय कदम, भारत आदि मान्यवरांच्या हस्ते करण्यात आले. समाजातील ज्येष्ठ व समर्थ मठाचे गुरू गौरी धाणेकर तसेच समाजसेवक इंडर राणा, सहदेव पवार यांनी यावेळी विद्यार्थ्यांना मार्गदर्शन केले. मोफत वह्यांचे वाटप करताना आयोजकांनी शैक्षणिक उपक्रमांना पाठबळ दिले.	[1302, 1314, 1487, 1444]
short-news-item-body: कर्जत, रायगड मेडिकल असोसिएशनतर्फे जागतिक होमिओपॅथी दिन साजरा करण्यात आला. कर्जत येथील रीवंत महीन समहुडाम कर्जत मेडिकल असोसिएशनतर्फे जागतिक होमिओपॅथी दिनानिमित्ताने कार्यक्रमाचे आयोजन केले होते. जिल्हा मेडिकल असोसिएशनचे अध्यक्ष डॉ. आशुतोष कुलकर्णी यांनी डॉ. प्रताप गांगल आणि त्यांच्या नव्या कार्यकारिणीचे जाहीर केली. डॉ. आशुतोष कुलकर्णी यांनी, रुग्णसेवा अधिक प्रभावी करण्याचे आवाहन केले.	[14, 1004, 222, 1119]
registration-yellow	[1436, 2447, 1451, 2462]
chayachitra-sub2: डॉ. जितेंद्र आव्हाडांच्या हस्ते होणार प्रदर्शनाचे उद्घाटन	[859, 1801, 1053, 1841]
lead-col3-sub: आठवणीतील नाट्यगीतांचा कार्यक्रम	[743, 366, 970, 387]
thane-badge: जयंती साजरी	[14, 2037, 247, 2074]
registration-cyan	[1398, 2447, 1414, 2462]
jayanti-sub: कार्यक्रमामध्ये महामानवांच्या विचारांचा गौरव	[864, 847, 1134, 868]
jayanti-side-body-b: मोठ्या संख्येने नागरिकांनी उपस्थित राहून या कार्यक्रमाचा आनंद घेतला. राष्ट्रनिर्माते डॉ. बाबासाहेब आंबेडकर विचार महोत्सव समितीचे समन्वयक डॉ. विजय कदम व भीमोत्सव समन्वय समिती, घाटकोपर यांच्या वतीने या भव्य कार्यक्रमाचे आयोजन करण्यात आले होते.	[1269, 848, 1487, 942]
chayachitra-photo	[859, 1641, 1263, 1793]
youtube-icon[interactable]: ▶	[1350, 22, 1364, 36]
vanya-body: ठाणे, (वा.) 'राजाराम साठवी गौरव विवसाव्याचे'तर्फे आयोजित व्याख्यानमालेचे 'तिसरे पुष्प' बुधवार, १५ एप्रिल २०२६ रोजी गुंफले जाणार आहे. 'वन्यजीव - निसर्ग - साहस' या अत्यंत आत्मस्पर्शीवरच ज्या प्रसिद्धीच्या प्रेरणादायी संकल्पनेवर आधारित हा सोहळा मिनीश विद्यालय व ज्युनियर कॉलेज, सभागृह कळवा पूर्व येथे संध्याकाळी दुपारी ४ ते रात्री ९ या वेळेत होणार आहे. या तिसऱ्या पुष्पाचे प्रमुख वैशिष्ट्य म्हणजे हे केवळ एक व्याख्यान नसून ती एक संपूर्ण 'अनुभवयात्रा' असणार आहे. महाराष्ट्राच्या निसर्ग सौंदर्यातील वन्यजीव आणि साहसिक अनुभवांचा प्रत्यक्ष माहितीपट रसिकांना दाखविण्यात येणार आहे. वन्यजीव अभ्यासक आणि साहसी गिर्यारोहक प्रत्यक्ष अनुभव सांगणार आहेत. यावेळी साहित्यिक आणि संगणकाच्या साहाय्याने त्यांचे कार्य सादर करण्यात येणार आहे.	[869, 2130, 1071, 2348]
aaj-sec2-item: लव्हय वेडिंग जागतिक प्रदर्शन : स्थळ - जे. डब्ल्यू. मॅरिएट, जुहू तारा रोड, जुहू, विलेपार्ले पश्चिम, वेळ - स. ११.	[14, 1469, 215, 1509]
